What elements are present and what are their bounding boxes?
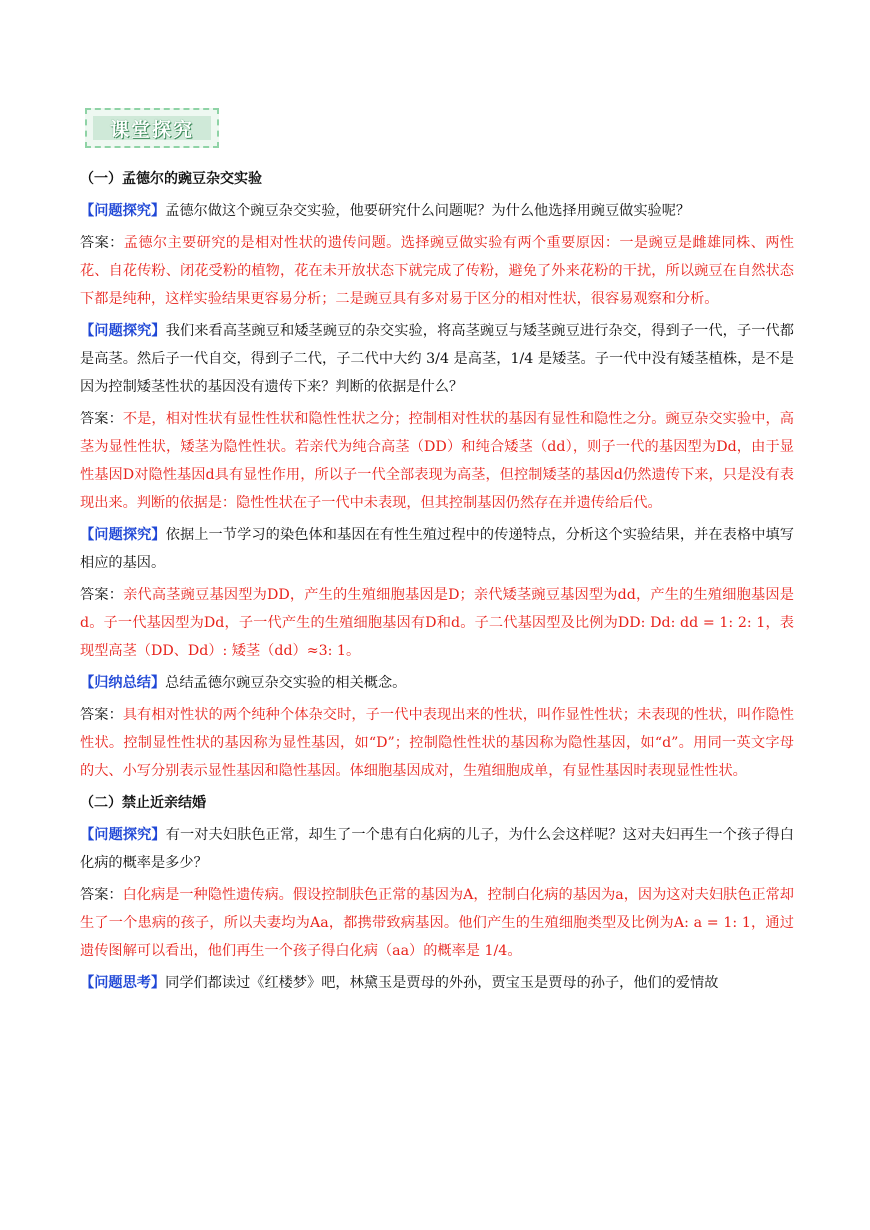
summary-4: [80, 669, 794, 697]
answer-label: 答案：: [80, 887, 123, 903]
question-tag: 【问题探究】: [80, 323, 166, 339]
question-text: 孟德尔做这个豌豆杂交实验，他要研究什么问题呢？为什么他选择用豌豆做实验呢？: [165, 203, 691, 219]
answer-label: 答案：: [80, 587, 124, 603]
answer-5: [80, 881, 794, 965]
question-text: 同学们都读过《红楼梦》吧，林黛玉是贾母的外孙，贾宝玉是贾母的孙子，他们的爱情故: [165, 975, 719, 991]
section-badge-text: 课堂探究: [109, 118, 194, 141]
answer-label: 答案：: [80, 411, 123, 427]
question-tag: 【问题探究】: [80, 527, 166, 543]
question-2: [80, 317, 794, 401]
question-3: [80, 521, 794, 577]
question-6: [80, 969, 794, 997]
answer-text: 具有相对性状的两个纯种个体杂交时，子一代中表现出来的性状，叫作显性性状；未表现的性状，叫作隐性性状。控制显性性状的基因称为显性基因，如“D”；控制隐性性状的基因称为隐性基因，如“d”。用同一英文字母的大、小写分别表示显性基因和隐性基因。体细胞基因成对，生殖细胞成单，有显性基因时表现显性性状。: [80, 707, 794, 779]
section-badge: [85, 108, 219, 148]
answer-label: 答案：: [80, 707, 123, 723]
answer-4: [80, 701, 794, 785]
question-1: [80, 197, 794, 225]
answer-text: 孟德尔主要研究的是相对性状的遗传问题。选择豌豆做实验有两个重要原因：一是豌豆是雌雄同株、两性花、自花传粉、闭花受粉的植物，花在未开放状态下就完成了传粉，避免了外来花粉的干扰，所以豌豆在自然状态下都是纯种，这样实验结果更容易分析；二是豌豆具有多对易于区分的相对性状，很容易观察和分析。: [80, 235, 794, 307]
answer-label: 答案：: [80, 235, 124, 251]
question-text: 依据上一节学习的染色体和基因在有性生殖过程中的传递特点，分析这个实验结果，并在表格中填写相应的基因。: [80, 527, 794, 571]
question-tag: 【问题探究】: [80, 203, 166, 219]
question-text: 我们来看高茎豌豆和矮茎豌豆的杂交实验，将高茎豌豆与矮茎豌豆进行杂交，得到子一代，子一代都是高茎。然后子一代自交，得到子二代，子二代中大约 3/4 是高茎，1/4 是矮茎。子一代中没有矮茎植株，是不是因为控制矮茎性状的基因没有遗传下来？判断的依据是什么？: [80, 323, 794, 395]
answer-1: [80, 229, 794, 313]
summary-text: 总结孟德尔豌豆杂交实验的相关概念。: [165, 675, 407, 691]
section-title-2: （二）禁止近亲结婚: [80, 795, 206, 811]
document-body: [80, 165, 794, 1001]
question-text: 有一对夫妇肤色正常，却生了一个患有白化病的儿子，为什么会这样呢？这对夫妇再生一个孩子得白化病的概率是多少？: [80, 827, 794, 871]
answer-text: 不是，相对性状有显性性状和隐性性状之分；控制相对性状的基因有显性和隐性之分。豌豆杂交实验中，高茎为显性性状，矮茎为隐性性状。若亲代为纯合高茎（DD）和纯合矮茎（dd），则子一代的基因型为Dd，由于显性基因D对隐性基因d具有显性作用，所以子一代全部表现为高茎，但控制矮茎的基因d仍然遗传下来，只是没有表现出来。判断的依据是：隐性性状在子一代中未表现，但其控制基因仍然存在并遗传给后代。: [80, 411, 794, 511]
section-badge-inner: [93, 116, 211, 140]
question-tag: 【问题探究】: [80, 827, 166, 843]
answer-3: [80, 581, 794, 665]
answer-text: 白化病是一种隐性遗传病。假设控制肤色正常的基因为A，控制白化病的基因为a，因为这对夫妇肤色正常却生了一个患病的孩子，所以夫妻均为Aa，都携带致病基因。他们产生的生殖细胞类型及比例为A: a = 1: 1，通过遗传图解可以看出，他们再生一个孩子得白化病（aa）的概率是 1/4。: [80, 887, 794, 959]
section-title-1: （一）孟德尔的豌豆杂交实验: [80, 171, 262, 187]
answer-text: 亲代高茎豌豆基因型为DD，产生的生殖细胞基因是D；亲代矮茎豌豆基因型为dd，产生的生殖细胞基因是d。子一代基因型为Dd，子一代产生的生殖细胞基因有D和d。子二代基因型及比例为DD: Dd: dd = 1: 2: 1，表现型高茎（DD、Dd）: 矮茎（dd）≈3: 1。: [80, 587, 794, 659]
summary-tag: 【归纳总结】: [80, 675, 166, 691]
answer-2: [80, 405, 794, 517]
question-tag: 【问题思考】: [80, 975, 166, 991]
question-5: [80, 821, 794, 877]
